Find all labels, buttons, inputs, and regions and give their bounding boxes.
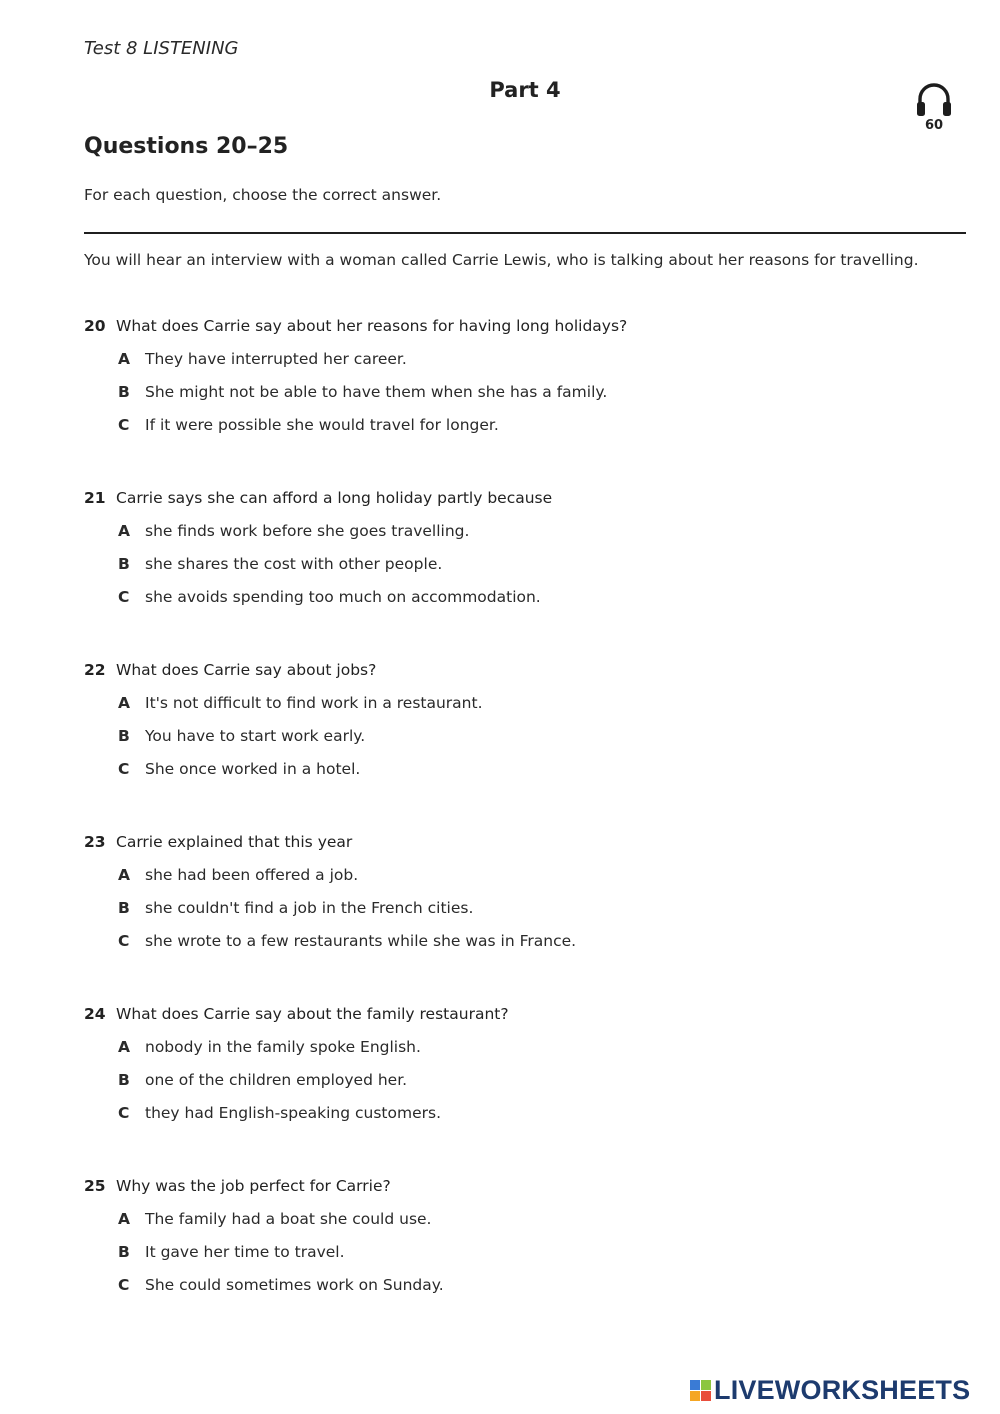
option-b[interactable] xyxy=(84,1068,964,1101)
question-number: 23 xyxy=(84,833,106,851)
question-22 xyxy=(84,658,964,830)
option-text: She might not be able to have them when she has a family. xyxy=(145,383,608,401)
option-c[interactable] xyxy=(84,757,964,790)
liveworksheets-logo-icon xyxy=(690,1380,711,1401)
question-stem xyxy=(84,486,964,519)
option-a[interactable] xyxy=(84,1035,964,1068)
question-number: 25 xyxy=(84,1177,106,1195)
option-a[interactable] xyxy=(84,1207,964,1240)
option-letter: A xyxy=(118,1210,130,1228)
option-letter: B xyxy=(118,383,130,401)
instruction: For each question, choose the correct answer. xyxy=(84,186,442,204)
option-a[interactable] xyxy=(84,863,964,896)
option-text: It's not difficult to find work in a restaurant. xyxy=(145,694,483,712)
option-b[interactable] xyxy=(84,1240,964,1273)
option-text: The family had a boat she could use. xyxy=(145,1210,432,1228)
option-b[interactable] xyxy=(84,896,964,929)
question-number: 21 xyxy=(84,489,106,507)
option-letter: C xyxy=(118,1104,130,1122)
running-head: Test 8 LISTENING xyxy=(84,38,239,59)
question-stem xyxy=(84,314,964,347)
option-c[interactable] xyxy=(84,585,964,618)
logo-square xyxy=(690,1380,700,1390)
option-text: she had been offered a job. xyxy=(145,866,359,884)
option-letter: C xyxy=(118,760,130,778)
option-a[interactable] xyxy=(84,519,964,552)
option-text: She once worked in a hotel. xyxy=(145,760,361,778)
option-letter: A xyxy=(118,1038,130,1056)
option-text: she wrote to a few restaurants while she was in France. xyxy=(145,932,577,950)
question-text: What does Carrie say about her reasons for having long holidays? xyxy=(116,317,628,335)
option-a[interactable] xyxy=(84,691,964,724)
option-text: they had English-speaking customers. xyxy=(145,1104,441,1122)
divider xyxy=(84,232,966,234)
option-c[interactable] xyxy=(84,1273,964,1306)
question-text: Carrie explained that this year xyxy=(116,833,353,851)
option-text: If it were possible she would travel for longer. xyxy=(145,416,499,434)
liveworksheets-brand[interactable] xyxy=(690,1374,970,1406)
option-b[interactable] xyxy=(84,380,964,413)
intro-text: You will hear an interview with a woman called Carrie Lewis, who is talking about her reasons for travelling. xyxy=(84,251,919,269)
question-number: 22 xyxy=(84,661,106,679)
option-text: She could sometimes work on Sunday. xyxy=(145,1276,444,1294)
option-text: nobody in the family spoke English. xyxy=(145,1038,421,1056)
option-text: she shares the cost with other people. xyxy=(145,555,443,573)
option-letter: B xyxy=(118,1071,130,1089)
headphones-icon xyxy=(915,80,953,120)
option-text: You have to start work early. xyxy=(145,727,366,745)
question-text: Carrie says she can afford a long holiday partly because xyxy=(116,489,553,507)
option-text: one of the children employed her. xyxy=(145,1071,408,1089)
questions-heading: Questions 20–25 xyxy=(84,134,289,159)
audio-track-marker xyxy=(911,80,957,138)
option-letter: A xyxy=(118,350,130,368)
option-b[interactable] xyxy=(84,552,964,585)
question-text: Why was the job perfect for Carrie? xyxy=(116,1177,391,1195)
option-c[interactable] xyxy=(84,413,964,446)
question-23 xyxy=(84,830,964,1002)
question-stem xyxy=(84,830,964,863)
option-c[interactable] xyxy=(84,1101,964,1134)
option-letter: A xyxy=(118,694,130,712)
option-letter: B xyxy=(118,555,130,573)
option-letter: B xyxy=(118,899,130,917)
question-text: What does Carrie say about the family restaurant? xyxy=(116,1005,509,1023)
part-title: Part 4 xyxy=(489,78,561,102)
question-21 xyxy=(84,486,964,658)
question-number: 24 xyxy=(84,1005,106,1023)
audio-track-number: 60 xyxy=(924,118,944,133)
option-letter: B xyxy=(118,727,130,745)
option-letter: C xyxy=(118,416,130,434)
question-list xyxy=(84,314,964,1346)
option-c[interactable] xyxy=(84,929,964,962)
brand-name: LIVEWORKSHEETS xyxy=(714,1374,971,1405)
option-text: she avoids spending too much on accommodation. xyxy=(145,588,541,606)
option-a[interactable] xyxy=(84,347,964,380)
logo-square xyxy=(701,1391,711,1401)
option-letter: C xyxy=(118,932,130,950)
logo-square xyxy=(690,1391,700,1401)
option-letter: A xyxy=(118,866,130,884)
question-stem xyxy=(84,1002,964,1035)
option-letter: C xyxy=(118,1276,130,1294)
question-24 xyxy=(84,1002,964,1174)
question-text: What does Carrie say about jobs? xyxy=(116,661,377,679)
option-b[interactable] xyxy=(84,724,964,757)
question-number: 20 xyxy=(84,317,106,335)
option-text: They have interrupted her career. xyxy=(145,350,407,368)
option-text: she couldn't find a job in the French cities. xyxy=(145,899,474,917)
question-20 xyxy=(84,314,964,486)
question-stem xyxy=(84,658,964,691)
option-letter: A xyxy=(118,522,130,540)
option-text: she finds work before she goes travelling. xyxy=(145,522,470,540)
logo-square xyxy=(701,1380,711,1390)
option-text: It gave her time to travel. xyxy=(145,1243,345,1261)
option-letter: B xyxy=(118,1243,130,1261)
question-stem xyxy=(84,1174,964,1207)
question-25 xyxy=(84,1174,964,1346)
option-letter: C xyxy=(118,588,130,606)
